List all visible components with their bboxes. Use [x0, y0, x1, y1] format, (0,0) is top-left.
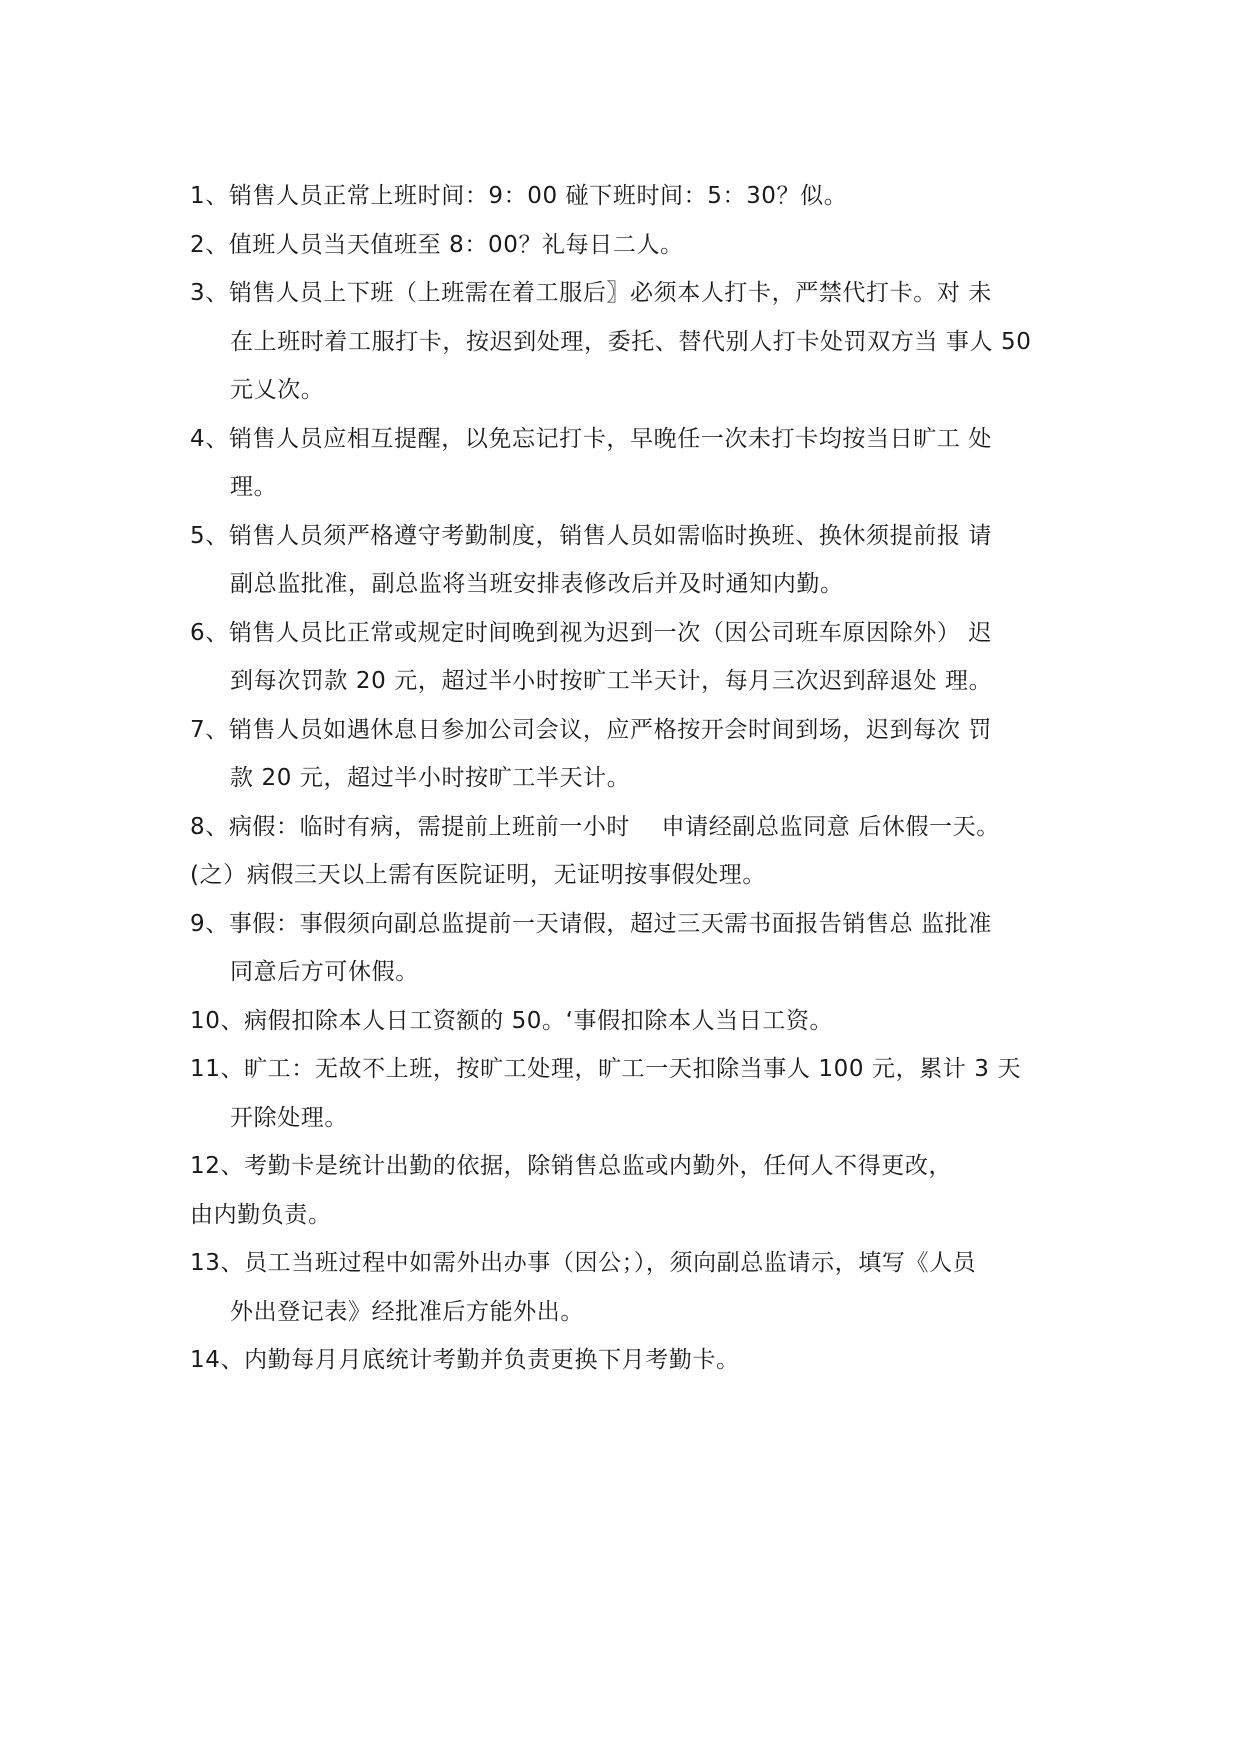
- rule-12-line-1: 12、考勤卡是统计出勤的依据，除销售总监或内勤外，任何人不得更改，: [190, 1153, 953, 1179]
- rule-13-line-2: 外出登记表》经批准后方能外出。: [230, 1298, 584, 1325]
- rule-1-line-1: 1、销售人员正常上班时间：9：00 碰下班时间：5：30？似。: [190, 183, 848, 209]
- rule-8-note: (之）病假三天以上需有医院证明，无证明按事假处理。: [190, 862, 766, 888]
- rule-7-line-2: 款 20 元，超过半小时按旷工半天计。: [230, 765, 631, 791]
- rule-10-line-1: 10、病假扣除本人日工资额的 50。‘事假扣除本人当日工资。: [190, 1007, 834, 1034]
- rule-3-line-1: 3、销售人员上下班（上班需在着工服后〗必须本人打卡，严禁代打卡。对 未: [190, 280, 992, 306]
- rule-14-line-1: 14、内勤每月月底统计考勤并负责更换下月考勤卡。: [190, 1347, 740, 1373]
- rule-13-line-1: 13、员工当班过程中如需外出办事（因公；），须向副总监请示，填写《人员: [190, 1250, 977, 1276]
- rule-3-line-2: 在上班时着工服打卡，按迟到处理，委托、替代别人打卡处罚双方当 事人 50: [230, 328, 1032, 355]
- rule-5-line-1: 5、销售人员须严格遵守考勤制度，销售人员如需临时换班、换休须提前报 请: [190, 522, 992, 549]
- rule-6-line-1: 6、销售人员比正常或规定时间晚到视为迟到一次（因公司班车原因除外） 迟: [190, 619, 992, 646]
- rule-5-line-2: 副总监批准，副总监将当班安排表修改后并及时通知内勤。: [230, 571, 844, 597]
- rule-4-line-1: 4、销售人员应相互提醒，以免忘记打卡，早晚任一次未打卡均按当日旷工 处: [190, 425, 992, 452]
- rule-8-line-1: 8、病假：临时有病，需提前上班前一小时 申请经副总监同意 后休假一天。: [190, 813, 1000, 840]
- rule-4-line-2: 理。: [230, 474, 278, 500]
- rule-6-line-2: 到每次罚款 20 元，超过半小时按旷工半天计，每月三次迟到辞退处 理。: [230, 668, 993, 694]
- rule-9-line-1: 9、事假：事假须向副总监提前一天请假，超过三天需书面报告销售总 监批准: [190, 910, 992, 937]
- rule-11-line-1: 11、旷工：无故不上班，按旷工处理，旷工一天扣除当事人 100 元，累计 3 天: [190, 1056, 1022, 1082]
- rule-11-line-2: 开除处理。: [230, 1104, 348, 1131]
- rule-7-line-1: 7、销售人员如遇休息日参加公司会议，应严格按开会时间到场，迟到每次 罚: [190, 716, 992, 743]
- rule-2-line-1: 2、值班人员当天值班至 8：00？礼每日二人。: [190, 231, 684, 258]
- rule-3-line-3: 元乂次。: [230, 377, 325, 403]
- rule-9-line-2: 同意后方可休假。: [230, 959, 419, 985]
- attendance-rules: [190, 172, 1080, 1385]
- rule-12-line-2: 由内勤负责。: [190, 1201, 332, 1228]
